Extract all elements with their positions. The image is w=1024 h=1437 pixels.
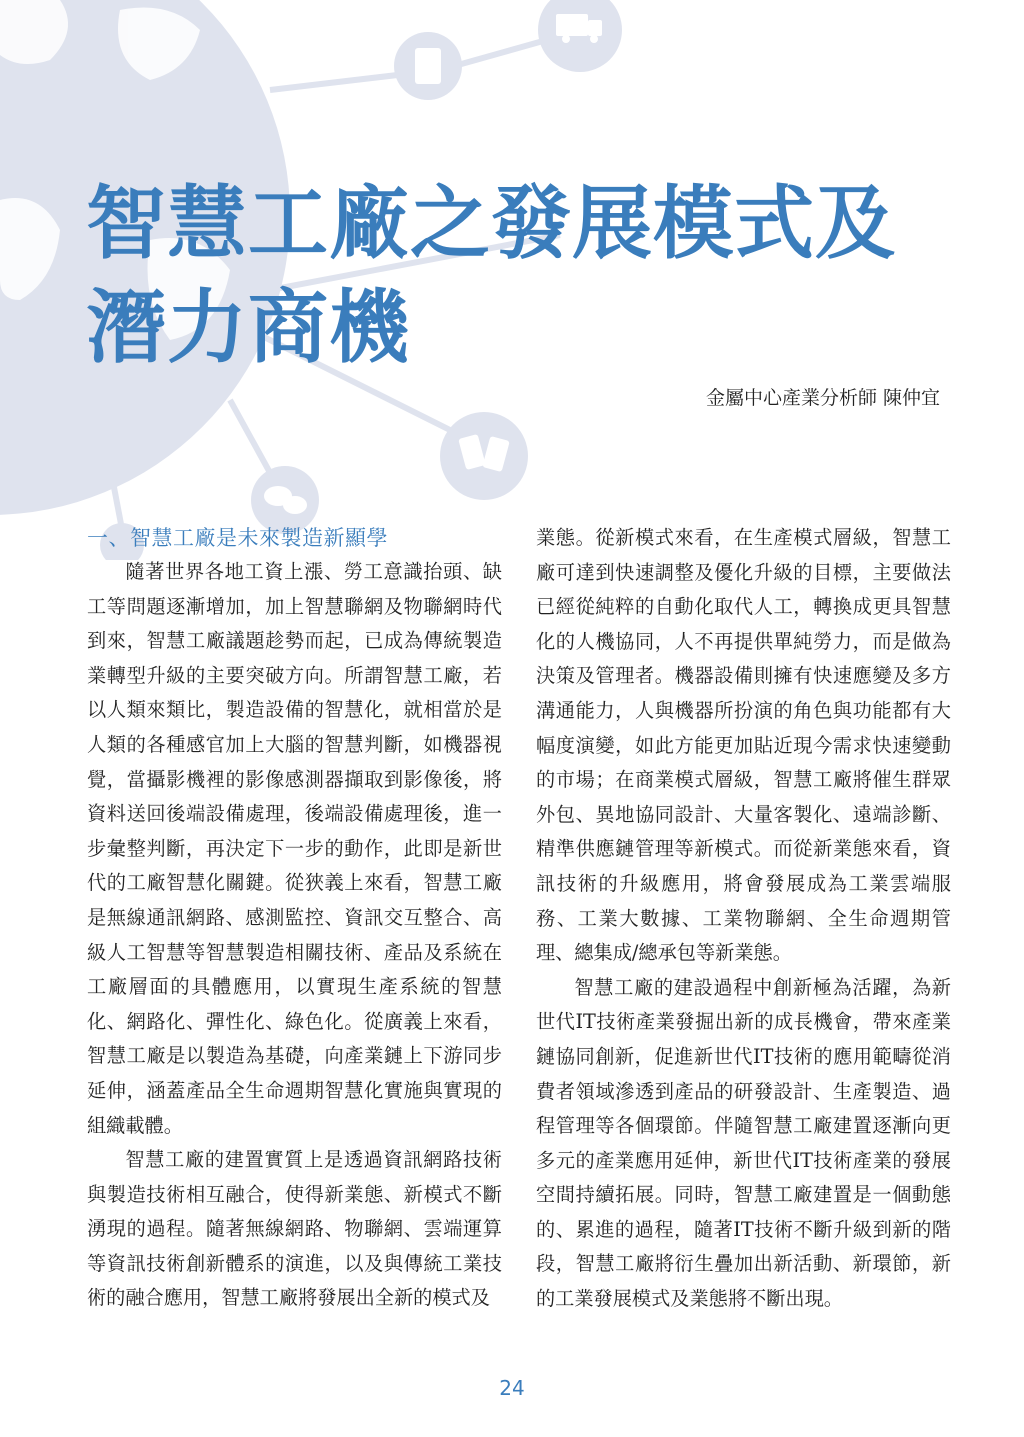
section-heading: 一、智慧工廠是未來製造新顯學 [87,526,388,550]
author-byline: 金屬中心產業分析師 陳仲宜 [705,387,940,409]
page-number: 24 [499,1376,525,1400]
paragraph-2: 智慧工廠的建置實質上是透過資訊網路技術與製造技術相互融合，使得新業態、新模式不斷湧現的過程。隨著無線網路、物聯網、雲端運算等資訊技術創新體系的演進，以及與傳統工業技術的融合應用，智慧工廠將發展出全新的模式及 [87,1148,502,1310]
paragraph-1: 隨著世界各地工資上漲、勞工意識抬頭、缺工等問題逐漸增加，加上智慧聯網及物聯網時代到來，智慧工廠議題趁勢而起，已成為傳統製造業轉型升級的主要突破方向。所謂智慧工廠，若以人類來類比，製造設備的智慧化，就相當於是人類的各種感官加上大腦的智慧判斷，如機器視覺，當攝影機裡的影像感測器擷取到影像後，將資料送回後端設備處理，後端設備處理後，進一步彙整判斷，再決定下一步的動作，此即是新世代的工廠智慧化關鍵。從狹義上來看，智慧工廠是無線通訊網路、感測監控、資訊交互整合、高級人工智慧等智慧製造相關技術、產品及系統在工廠層面的具體應用，以實現生產系統的智慧化、網路化、彈性化、綠色化。從廣義上來看，智慧工廠是以製造為基礎，向產業鏈上下游同步延伸，涵蓋產品全生命週期智慧化實施與實現的組織載體。 [87,560,502,1137]
left-column [87,521,502,1316]
paragraph-3: 智慧工廠的建設過程中創新極為活躍，為新世代IT技術產業發掘出新的成長機會，帶來產業鏈協同創新，促進新世代IT技術的應用範疇從消費者領域滲透到產品的研發設計、生產製造、過程管理等各個環節。伴隨智慧工廠建置逐漸向更多元的產業應用延伸，新世代IT技術產業的發展空間持續拓展。同時，智慧工廠建置是一個動態的、累進的過程，隨著IT技術不斷升級到新的階段，智慧工廠將衍生疊加出新活動、新環節，新的工業發展模式及業態將不斷出現。 [536,975,951,1311]
title-line-2: 潛力商機 [86,281,410,374]
title-line-1: 智慧工廠之發展模式及 [86,177,896,270]
tablet-icon [415,48,441,84]
article-title [86,172,896,380]
paragraph-2-continued: 業態。從新模式來看，在生產模式層級，智慧工廠可達到快速調整及優化升級的目標，主要做法已經從純粹的自動化取代人工，轉換成更具智慧化的人機協同，人不再提供單純勞力，而是做為決策及管理者。機器設備則擁有快速應變及多方溝通能力，人與機器所扮演的角色與功能都有大幅度演變，如此方能更加貼近現今需求快速變動的市場；在商業模式層級，智慧工廠將催生群眾外包、異地協同設計、大量客製化、遠端診斷、精準供應鏈管理等新模式。而從新業態來看，資訊技術的升級應用，將會發展成為工業雲端服務、工業大數據、工業物聯網、全生命週期管理、總集成/總承包等新業態。 [536,526,951,965]
phones-node [440,412,528,500]
right-column [536,521,951,1317]
